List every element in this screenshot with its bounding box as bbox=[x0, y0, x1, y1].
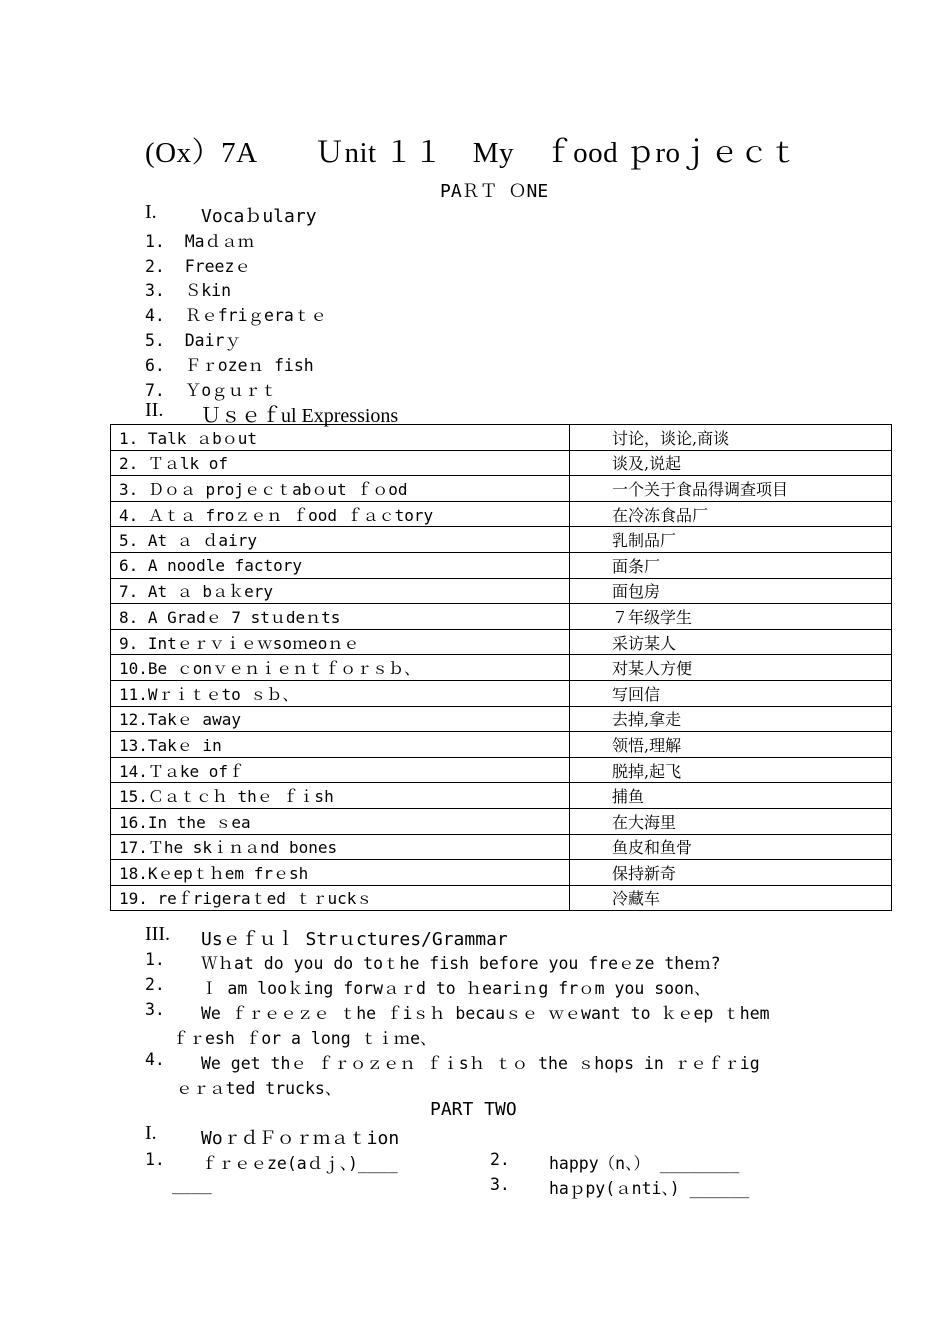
expression-english: 1. Talk ａbｏut bbox=[111, 425, 570, 451]
vocab-item: 6. Ｆｒozeｎ fish bbox=[145, 356, 314, 375]
expression-chinese: 在大海里 bbox=[570, 808, 892, 834]
answer-blank: ____ bbox=[172, 1175, 212, 1194]
expression-chinese: 鱼皮和鱼骨 bbox=[570, 834, 892, 860]
word-formation-heading: WoｒｄＦｏｒｍａｔion bbox=[201, 1128, 400, 1149]
expression-english: 5. At ａ ｄairy bbox=[111, 527, 570, 553]
table-row bbox=[111, 425, 892, 451]
table-row bbox=[111, 706, 892, 732]
table-row bbox=[111, 808, 892, 834]
expression-chinese: 乳制品厂 bbox=[570, 527, 892, 553]
table-row bbox=[111, 501, 892, 527]
expression-chinese: 面条厂 bbox=[570, 552, 892, 578]
expression-english: 9. Intｅｒｖｉｅｗsoｍeoｎｅ bbox=[111, 629, 570, 655]
expression-english: 3. Ｄｏａ projｅｃｔabｏut ｆｏod bbox=[111, 476, 570, 502]
expressions-roman: II. bbox=[145, 399, 164, 421]
table-row bbox=[111, 860, 892, 886]
expressions-table bbox=[110, 424, 892, 911]
expression-english: 6. A noodle factory bbox=[111, 552, 570, 578]
vocab-item: 1. Maｄａｍ bbox=[145, 232, 255, 251]
expression-chinese: 谈及,说起 bbox=[570, 450, 892, 476]
vocab-item: 7. Ｙoｇｕｒｔ bbox=[145, 381, 278, 400]
expression-chinese: 脱掉,起飞 bbox=[570, 757, 892, 783]
structure-number: 4. bbox=[145, 1050, 165, 1069]
expression-chinese: 面包房 bbox=[570, 578, 892, 604]
expression-english: 18.Kｅepｔｈem frｅsh bbox=[111, 860, 570, 886]
table-row bbox=[111, 450, 892, 476]
expression-english: 12.Takｅ away bbox=[111, 706, 570, 732]
structures-heading: Usｅｆｕｌ Strｕctures/Grammar bbox=[201, 929, 508, 950]
question-number: 1. bbox=[145, 1150, 165, 1169]
structures-roman: III. bbox=[145, 923, 170, 945]
expression-chinese: 领悟,理解 bbox=[570, 732, 892, 758]
expression-english: 8. A Gradｅ 7 stｕdeｎts bbox=[111, 604, 570, 630]
table-row bbox=[111, 783, 892, 809]
expression-english: 10.Be ｃonｖｅｎｉｅｎｔｆｏｒｓｂ、 bbox=[111, 655, 570, 681]
expression-chinese: 采访某人 bbox=[570, 629, 892, 655]
structure-number: 2. bbox=[145, 975, 165, 994]
table-row bbox=[111, 604, 892, 630]
table-row bbox=[111, 680, 892, 706]
structure-sentence: Ｗｈat do you do toｔhe fish before you freｅze theｍ? bbox=[201, 954, 721, 973]
expression-english: 17.Ｔhe skｉｎａnd bones bbox=[111, 834, 570, 860]
part-two-heading: PART TWO bbox=[430, 1099, 517, 1120]
vocab-item: 4. Ｒｅfriｇeraｔｅ bbox=[145, 306, 327, 325]
table-row bbox=[111, 732, 892, 758]
structure-sentence: Ｉ am looｋing forwａｒd to ｈeariｎg frｏm you soon、 bbox=[201, 979, 711, 998]
page-title: (Ox）7A Ｕnit １１ My ｆood ｐroｊｅｃｔ bbox=[145, 137, 799, 169]
expressions-heading: Ｕｓｅｆul Expressions bbox=[201, 405, 399, 427]
expression-chinese: 冷藏车 bbox=[570, 885, 892, 911]
question-text: haｐpy(ａnti、) ______ bbox=[549, 1179, 750, 1198]
table-row bbox=[111, 629, 892, 655]
question-text: ｆｒｅｅze(aｄｊ、)____ bbox=[201, 1154, 398, 1173]
vocab-item: 2. Freezｅ bbox=[145, 257, 251, 276]
structure-sentence: We get thｅ ｆｒｏｚｅｎ ｆｉsｈ ｔｏ the ｓhops in ｒｅｆｒig bbox=[201, 1054, 760, 1073]
table-row bbox=[111, 578, 892, 604]
structure-sentence: We ｆｒｅｅｚｅ ｔhe ｆiｓｈ becauｓｅ ｗｅwant to ｋｅep ｔhem bbox=[201, 1004, 770, 1023]
expression-chinese: 对某人方便 bbox=[570, 655, 892, 681]
table-row bbox=[111, 476, 892, 502]
expression-english: 7. At ａ bａｋery bbox=[111, 578, 570, 604]
table-row bbox=[111, 655, 892, 681]
table-row bbox=[111, 757, 892, 783]
expression-chinese: 讨论，谈论,商谈 bbox=[570, 425, 892, 451]
expression-chinese: 写回信 bbox=[570, 680, 892, 706]
vocab-roman: I. bbox=[145, 201, 157, 223]
vocab-heading: Vocaｂulary bbox=[201, 206, 317, 227]
structure-sentence-cont: ｆｒesh ｆor a long ｔｉｍe、 bbox=[172, 1029, 437, 1048]
expression-chinese: 一个关于食品得调查项目 bbox=[570, 476, 892, 502]
structure-number: 1. bbox=[145, 950, 165, 969]
expression-chinese: 在冷冻食品厂 bbox=[570, 501, 892, 527]
expression-chinese: 去掉,拿走 bbox=[570, 706, 892, 732]
table-row bbox=[111, 552, 892, 578]
expression-english: 16.In the ｓea bbox=[111, 808, 570, 834]
table-row bbox=[111, 885, 892, 911]
expression-chinese: ７年级学生 bbox=[570, 604, 892, 630]
structure-number: 3. bbox=[145, 1000, 165, 1019]
expression-english: 15.Ｃａｔｃｈ thｅ ｆｉsh bbox=[111, 783, 570, 809]
table-row bbox=[111, 527, 892, 553]
question-number: 3. bbox=[490, 1175, 510, 1194]
expression-english: 2. Ｔａlk of bbox=[111, 450, 570, 476]
expression-english: 4. Ａｔａ froｚｅｎ ｆood ｆａｃtory bbox=[111, 501, 570, 527]
part-one-heading: PAＲＴ ＯNE bbox=[440, 181, 549, 202]
question-number: 2. bbox=[490, 1150, 510, 1169]
question-text: happy（n、） ________ bbox=[549, 1154, 740, 1173]
expression-english: 11.Wｒｉｔｅto ｓｂ、 bbox=[111, 680, 570, 706]
structure-sentence-cont: ｅｒａted trucks、 bbox=[176, 1079, 342, 1098]
expression-english: 14.Ｔａke ofｆ bbox=[111, 757, 570, 783]
expression-chinese: 保持新奇 bbox=[570, 860, 892, 886]
table-row bbox=[111, 834, 892, 860]
expression-english: 19. reｆrigeraｔed ｔｒuckｓ bbox=[111, 885, 570, 911]
vocab-item: 3. Ｓkin bbox=[145, 281, 232, 300]
expression-chinese: 捕鱼 bbox=[570, 783, 892, 809]
expression-english: 13.Takｅ in bbox=[111, 732, 570, 758]
word-formation-roman: I. bbox=[145, 1122, 157, 1144]
vocab-item: 5. Dairｙ bbox=[145, 331, 241, 350]
